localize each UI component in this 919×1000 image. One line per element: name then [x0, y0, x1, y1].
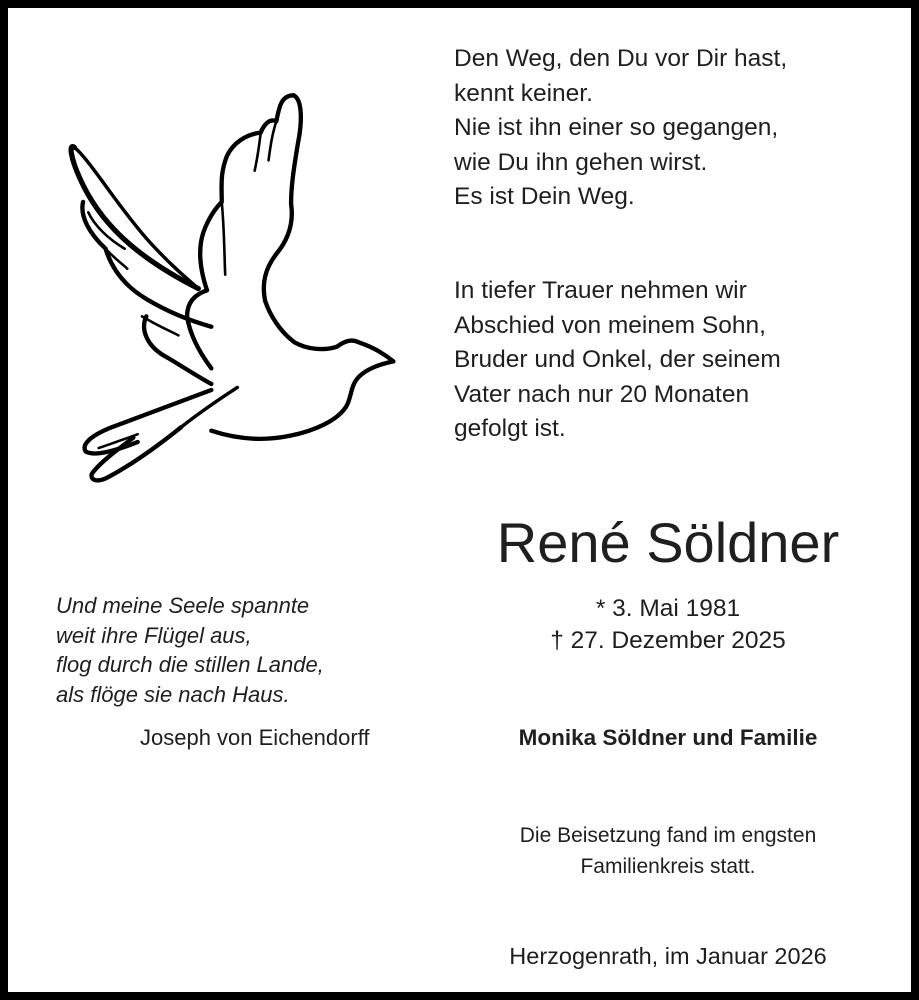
poem-line: Es ist Dein Weg.: [454, 183, 635, 210]
intro-line: Bruder und Onkel, der seinem: [454, 346, 781, 373]
poem-line: Den Weg, den Du vor Dir hast,: [454, 45, 788, 72]
eichendorff-quote: [56, 591, 324, 709]
poem-line: wie Du ihn gehen wirst.: [454, 148, 708, 176]
death-date: † 27. Dezember 2025: [550, 627, 786, 654]
quote-author: Joseph von Eichendorff: [140, 725, 370, 750]
burial-notice: [458, 820, 878, 882]
quote-line: flog durch die stillen Lande,: [56, 652, 324, 677]
poem-line: Nie ist ihn einer so gegangen,: [454, 114, 779, 141]
intro-line: gefolgt ist.: [454, 415, 566, 442]
quote-line: Und meine Seele spannte: [56, 593, 310, 618]
poem-text: [454, 42, 787, 215]
quote-line: weit ihre Flügel aus,: [56, 622, 252, 648]
mourners-signature: Monika Söldner und Familie: [518, 725, 818, 750]
birth-date: * 3. Mai 1981: [595, 595, 741, 622]
deceased-name: René Söldner: [496, 511, 840, 574]
poem-line: kennt keiner.: [454, 79, 593, 107]
burial-line: Die Beisetzung fand im engsten: [519, 824, 817, 847]
dove-icon: [38, 38, 428, 508]
mourning-intro: [454, 274, 781, 447]
life-dates: [458, 593, 878, 657]
intro-line: Abschied von meinem Sohn,: [454, 311, 766, 339]
burial-line: Familienkreis statt.: [580, 855, 756, 878]
intro-line: In tiefer Trauer nehmen wir: [454, 277, 747, 304]
place-and-date: Herzogenrath, im Januar 2026: [509, 943, 827, 969]
obituary-notice: [8, 8, 911, 992]
quote-line: als flöge sie nach Haus.: [56, 681, 290, 707]
intro-line: Vater nach nur 20 Monaten: [454, 380, 750, 408]
